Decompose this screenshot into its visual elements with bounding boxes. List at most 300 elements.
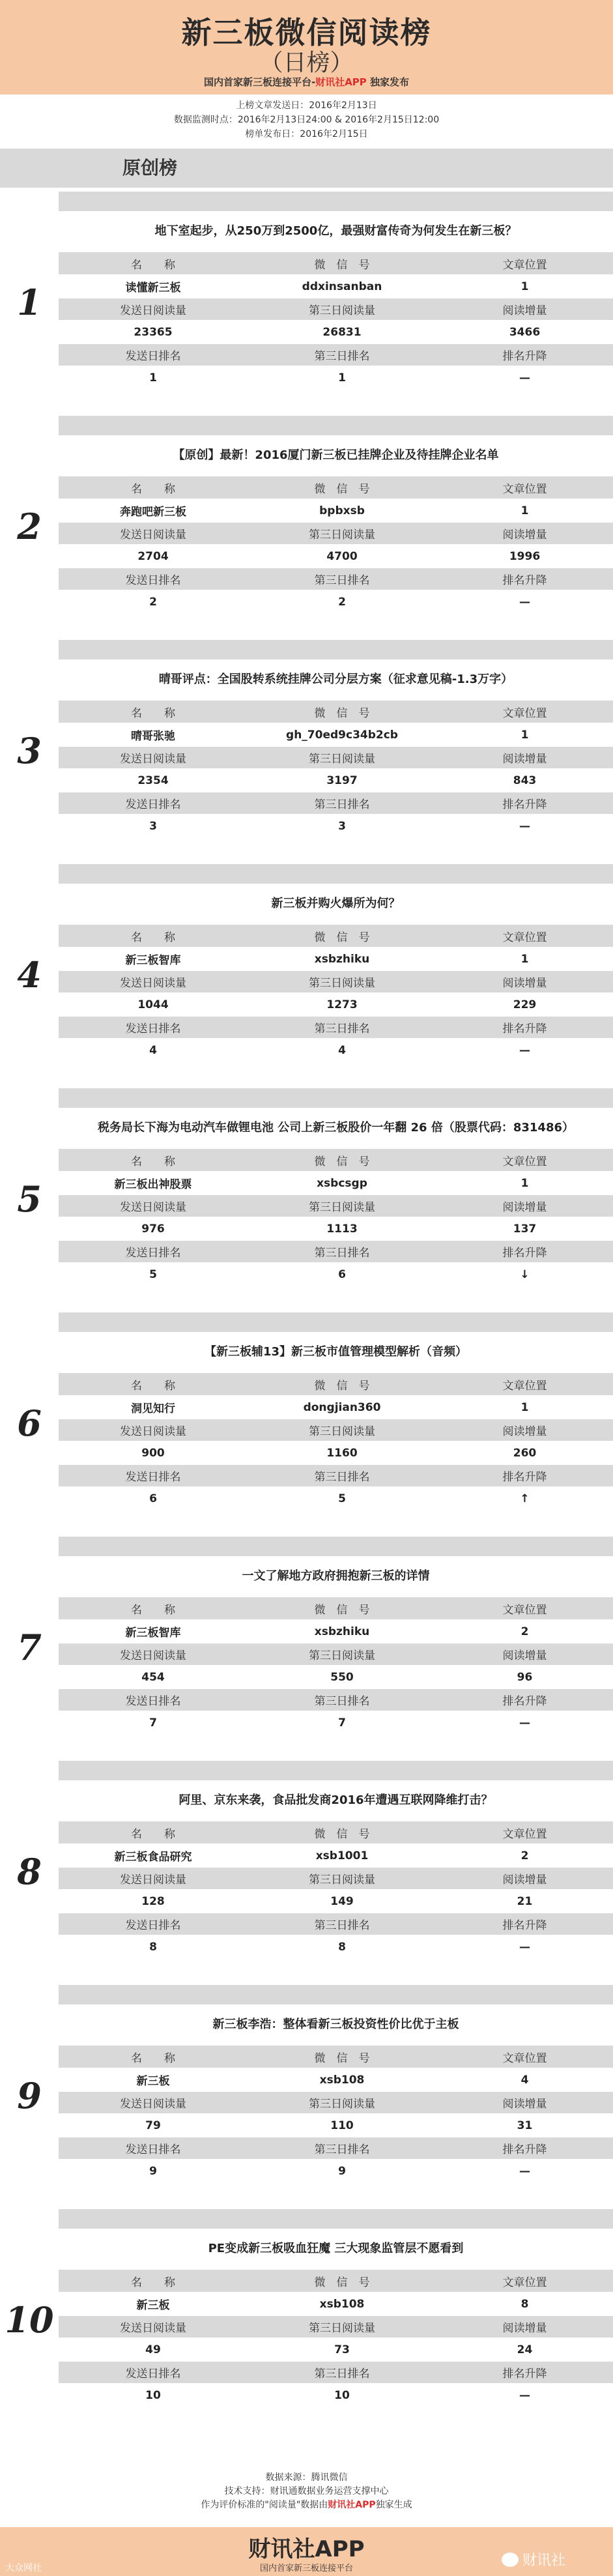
send-rank: 1 [59,366,248,389]
footer-info [0,2468,613,2527]
separator-chip [0,1985,59,2004]
watermark-right-text: 财讯社 [522,2553,566,2569]
read-growth-header: 阅读增量 [436,970,613,993]
send-date: 上榜文章发送日：2016年2月13日 [236,100,377,111]
separator-chip [0,640,59,659]
name-header: 名 称 [59,1149,248,1172]
wechat-id: xsb1001 [248,1844,436,1867]
third-rank-header: 第三日排名 [248,343,436,366]
position-header: 文章位置 [436,2270,613,2293]
send-rank-header: 发送日排名 [59,1016,248,1039]
account-name[interactable]: 洞见知行 [59,1396,248,1419]
wechat-id-header: 微 信 号 [248,1149,436,1172]
send-rank-header: 发送日排名 [59,1688,248,1711]
separator-chip [0,1537,59,1556]
table-row [59,1039,613,1062]
wechat-id-header: 微 信 号 [248,1373,436,1396]
rank-change-header: 排名升降 [436,568,613,590]
monitor-time: 数据监测时点：2016年2月13日24:00 & 2016年2月15日12:00 [173,115,440,125]
separator-chip [0,1761,59,1780]
send-rank: 4 [59,1039,248,1062]
name-header: 名 称 [59,925,248,948]
third-rank-header: 第三日排名 [248,1016,436,1039]
third-reads-header: 第三日阅读量 [248,1643,436,1666]
ranking-entry [0,2229,613,2433]
ranking-entry [0,2004,613,2209]
name-header: 名 称 [59,252,248,275]
third-reads: 3197 [248,769,436,792]
article-title[interactable]: 【新三板辅13】新三板市值管理模型解析（音频） [204,1345,468,1359]
rank-change-header: 排名升降 [436,1240,613,1263]
table-row [59,1867,613,1890]
table-row [59,1711,613,1734]
read-growth-header: 阅读增量 [436,1419,613,1441]
entry-separator [0,1761,613,1780]
send-reads-header: 发送日阅读量 [59,522,248,545]
article-position: 1 [436,1172,613,1194]
wechat-id-header: 微 信 号 [248,701,436,723]
table-row [59,2361,613,2384]
table-row [59,275,613,298]
rank-number: 10 [5,2299,54,2341]
table-row [59,1441,613,1464]
send-rank-header: 发送日排名 [59,568,248,590]
rank-change: — [436,2384,613,2407]
rank-number: 7 [17,1627,42,1668]
table-row [59,366,613,389]
table-row [59,2270,613,2293]
publish-date: 榜单发布日：2016年2月15日 [245,129,368,139]
article-position: 1 [436,723,613,746]
article-title[interactable]: PE变成新三板吸血狂魔 三大现象监管层不愿看到 [208,2242,464,2255]
footer-brand-sub: 国内首家新三板连接平台 [259,2564,353,2573]
third-rank: 5 [248,1487,436,1510]
third-rank: 3 [248,815,436,837]
send-reads-header: 发送日阅读量 [59,2315,248,2338]
table-row [59,1844,613,1867]
rank-number: 9 [17,2075,42,2117]
table-row [59,815,613,837]
entry-separator [0,1537,613,1556]
read-growth-header: 阅读增量 [436,2091,613,2114]
third-rank-header: 第三日排名 [248,1464,436,1487]
entry-separator [0,864,613,884]
table-row [59,2160,613,2182]
rank-change-header: 排名升降 [436,2361,613,2384]
entry-separator [0,2209,613,2229]
third-reads-header: 第三日阅读量 [248,746,436,769]
read-growth: 3466 [436,321,613,343]
table-row [59,792,613,815]
article-position: 1 [436,1396,613,1419]
table-row [59,1913,613,1935]
send-rank-header: 发送日排名 [59,2361,248,2384]
send-reads-header: 发送日阅读量 [59,2091,248,2114]
send-reads-header: 发送日阅读量 [59,1643,248,1666]
account-name[interactable]: 新三板食品研究 [59,1844,248,1867]
entry-separator [0,640,613,659]
third-rank-header: 第三日排名 [248,1240,436,1263]
read-growth-header: 阅读增量 [436,1194,613,1217]
send-rank: 5 [59,1263,248,1286]
entry-stats-table [59,2046,613,2183]
table-row [59,499,613,522]
rank-change: — [436,366,613,389]
rank-change-header: 排名升降 [436,1913,613,1935]
send-reads: 454 [59,1666,248,1688]
table-row [59,1597,613,1620]
third-reads-header: 第三日阅读量 [248,1194,436,1217]
wechat-id-header: 微 信 号 [248,2046,436,2068]
read-growth: 229 [436,993,613,1016]
rank-change-header: 排名升降 [436,792,613,815]
rank-change-header: 排名升降 [436,343,613,366]
third-reads: 1113 [248,1217,436,1240]
read-growth: 843 [436,769,613,792]
data-source: 数据来源：腾讯微信 [265,2472,348,2483]
table-row [59,298,613,321]
table-row [59,1194,613,1217]
third-reads: 550 [248,1666,436,1688]
article-title[interactable]: 新三板并购火爆所为何？ [271,897,401,910]
table-row [59,723,613,746]
table-row [59,1688,613,1711]
wechat-id-header: 微 信 号 [248,1821,436,1844]
rank-number: 8 [17,1851,42,1892]
rank-change: — [436,1935,613,1958]
account-name[interactable]: 读懂新三板 [59,275,248,298]
entry-stats-table [59,925,613,1062]
third-rank: 4 [248,1039,436,1062]
table-row [59,2384,613,2407]
wechat-id: bpbxsb [248,499,436,522]
name-header: 名 称 [59,701,248,723]
send-reads: 23365 [59,321,248,343]
table-row [59,1016,613,1039]
account-name[interactable]: 奔跑吧新三板 [59,499,248,522]
table-row [59,2091,613,2114]
table-row [59,2068,613,2091]
table-row [59,1373,613,1396]
third-reads-header: 第三日阅读量 [248,970,436,993]
send-reads-header: 发送日阅读量 [59,298,248,321]
read-growth: 137 [436,1217,613,1240]
position-header: 文章位置 [436,1821,613,1844]
third-reads: 149 [248,1890,436,1913]
third-rank-header: 第三日排名 [248,2137,436,2160]
table-row [59,1217,613,1240]
table-row [59,1240,613,1263]
send-reads: 900 [59,1441,248,1464]
third-rank-header: 第三日排名 [248,2361,436,2384]
third-reads-header: 第三日阅读量 [248,2315,436,2338]
article-title[interactable]: 一文了解地方政府拥抱新三板的详情 [242,1569,430,1583]
wechat-id: xsbzhiku [248,1620,436,1643]
rank-change-header: 排名升降 [436,1464,613,1487]
name-header: 名 称 [59,1373,248,1396]
article-title[interactable]: 阿里、京东来袭，食品批发商2016年遭遇互联网降维打击？ [178,1793,493,1807]
table-row [59,568,613,590]
table-row [59,476,613,499]
wechat-id-header: 微 信 号 [248,1597,436,1620]
third-reads: 1160 [248,1441,436,1464]
send-rank: 7 [59,1711,248,1734]
position-header: 文章位置 [436,476,613,499]
third-reads: 4700 [248,545,436,568]
send-reads-header: 发送日阅读量 [59,1194,248,1217]
third-rank: 7 [248,1711,436,1734]
article-title[interactable]: 地下室起步，从250万到2500亿，最强财富传奇为何发生在新三板？ [154,224,517,238]
third-rank: 8 [248,1935,436,1958]
send-rank-header: 发送日排名 [59,1913,248,1935]
name-header: 名 称 [59,2046,248,2068]
table-row [59,2137,613,2160]
table-row [59,522,613,545]
third-reads-header: 第三日阅读量 [248,1867,436,1890]
wechat-id-header: 微 信 号 [248,476,436,499]
ranking-entry [0,1108,613,1312]
table-row [59,1620,613,1643]
third-rank: 1 [248,366,436,389]
ranking-entry [0,1780,613,1985]
third-reads-header: 第三日阅读量 [248,1419,436,1441]
tagline-prefix: 国内首家新三板连接平台- [203,76,316,88]
position-header: 文章位置 [436,925,613,948]
wechat-id: gh_70ed9c34b2cb [248,723,436,746]
entry-separator [0,1985,613,2004]
entry-separator [0,416,613,435]
wechat-id: xsbcsgp [248,1172,436,1194]
table-row [59,1890,613,1913]
data-note [0,2498,613,2512]
wechat-id: xsb108 [248,2068,436,2091]
rank-change: — [436,815,613,837]
article-title[interactable]: 【原创】最新！2016厦门新三板已挂牌企业及待挂牌企业名单 [173,448,499,462]
third-rank: 2 [248,590,436,613]
table-row [59,2114,613,2137]
send-rank: 2 [59,590,248,613]
table-row [59,1821,613,1844]
third-rank: 10 [248,2384,436,2407]
rank-number: 3 [17,730,42,772]
account-name[interactable]: 新三板出神股票 [59,1172,248,1194]
table-row [59,252,613,275]
entry-stats-table [59,1597,613,1735]
send-rank-header: 发送日排名 [59,343,248,366]
account-name[interactable]: 新三板智库 [59,948,248,970]
rank-change-header: 排名升降 [436,2137,613,2160]
table-row [59,970,613,993]
table-row [59,948,613,970]
third-reads: 73 [248,2338,436,2361]
entry-separator [0,1088,613,1108]
read-growth: 24 [436,2338,613,2361]
read-growth-header: 阅读增量 [436,298,613,321]
ranking-entry [0,659,613,864]
send-rank-header: 发送日排名 [59,2137,248,2160]
wechat-id: xsbzhiku [248,948,436,970]
send-rank: 9 [59,2160,248,2182]
article-position: 8 [436,2293,613,2315]
third-rank: 6 [248,1263,436,1286]
rank-change: — [436,590,613,613]
wechat-id-header: 微 信 号 [248,925,436,948]
entry-stats-table [59,1149,613,1286]
rank-change: — [436,1711,613,1734]
send-rank-header: 发送日排名 [59,1240,248,1263]
send-reads: 976 [59,1217,248,1240]
article-title[interactable]: 晴哥评点：全国股转系统挂牌公司分层方案（征求意见稿-1.3万字） [158,673,513,686]
table-row [59,769,613,792]
send-rank: 10 [59,2384,248,2407]
article-title[interactable]: 税务局长下海为电动汽车做锂电池 公司上新三板股价一年翻 26 倍（股票代码：831486） [98,1121,574,1135]
date-info [0,94,613,147]
third-rank-header: 第三日排名 [248,792,436,815]
account-name[interactable]: 晴哥张驰 [59,723,248,746]
name-header: 名 称 [59,1821,248,1844]
watermark-left: 大众网社 [5,2563,42,2573]
section-label: 原创榜 [122,157,177,179]
page-header [0,0,613,94]
tagline-suffix: 独家发布 [366,76,410,88]
read-growth-header: 阅读增量 [436,1643,613,1666]
table-row [59,1396,613,1419]
table-row [59,1487,613,1510]
entry-stats-table [59,252,613,390]
wechat-icon [502,2553,519,2567]
rank-change-header: 排名升降 [436,1016,613,1039]
position-header: 文章位置 [436,1149,613,1172]
ranking-entry [0,1332,613,1537]
article-position: 1 [436,948,613,970]
separator-chip [0,1312,59,1332]
send-reads-header: 发送日阅读量 [59,970,248,993]
rank-number: 4 [17,954,42,996]
article-position: 2 [436,1620,613,1643]
article-position: 1 [436,499,613,522]
data-note-prefix: 作为评价标准的"阅读量"数据由 [201,2500,328,2510]
position-header: 文章位置 [436,1373,613,1396]
table-row [59,746,613,769]
data-note-app: 财讯社APP [328,2500,376,2510]
article-position: 4 [436,2068,613,2091]
data-note-suffix: 独家生成 [375,2500,412,2510]
ranking-entry [0,435,613,640]
send-rank-header: 发送日排名 [59,1464,248,1487]
tagline-app-name: 财讯社APP [315,76,367,88]
table-row [59,2046,613,2068]
position-header: 文章位置 [436,701,613,723]
read-growth-header: 阅读增量 [436,746,613,769]
rank-change-header: 排名升降 [436,1688,613,1711]
rank-change: — [436,1039,613,1062]
table-row [59,1149,613,1172]
wechat-id: dongjian360 [248,1396,436,1419]
third-reads-header: 第三日阅读量 [248,522,436,545]
send-rank: 3 [59,815,248,837]
entry-separator [0,192,613,211]
page-subtitle: （日榜） [259,50,354,76]
table-row [59,2338,613,2361]
rank-change: ↓ [436,1263,613,1286]
send-reads: 128 [59,1890,248,1913]
rank-number: 6 [17,1402,42,1444]
wechat-id-header: 微 信 号 [248,252,436,275]
name-header: 名 称 [59,2270,248,2293]
rank-number: 2 [17,506,42,547]
name-header: 名 称 [59,476,248,499]
send-reads: 1044 [59,993,248,1016]
ranking-entry [0,884,613,1088]
table-row [59,1419,613,1441]
separator-chip [0,1088,59,1108]
entry-stats-table [59,1821,613,1959]
wechat-id: ddxinsanban [248,275,436,298]
send-reads-header: 发送日阅读量 [59,1419,248,1441]
table-row [59,925,613,948]
third-reads-header: 第三日阅读量 [248,298,436,321]
article-title[interactable]: 新三板李浩：整体看新三板投资性价比优于主板 [212,2018,459,2031]
entry-stats-table [59,701,613,838]
table-row [59,590,613,613]
account-name[interactable]: 新三板智库 [59,1620,248,1643]
account-name[interactable]: 新三板 [59,2293,248,2315]
footer-brand: 财讯社APP [248,2536,365,2562]
account-name[interactable]: 新三板 [59,2068,248,2091]
separator-chip [0,416,59,435]
tech-support: 技术支持：财讯通数据业务运营支撑中心 [224,2486,389,2496]
send-rank: 8 [59,1935,248,1958]
table-row [59,1935,613,1958]
separator-chip [0,864,59,884]
table-row [59,1666,613,1688]
send-reads-header: 发送日阅读量 [59,1867,248,1890]
third-rank-header: 第三日排名 [248,568,436,590]
section-header [0,149,613,188]
separator-chip [0,2209,59,2229]
entry-stats-table [59,1373,613,1511]
ranking-entry [0,211,613,416]
send-reads: 79 [59,2114,248,2137]
read-growth: 96 [436,1666,613,1688]
table-row [59,321,613,343]
rank-change: ↑ [436,1487,613,1510]
read-growth: 260 [436,1441,613,1464]
entry-separator [0,1312,613,1332]
name-header: 名 称 [59,1597,248,1620]
send-rank-header: 发送日排名 [59,792,248,815]
rank-change: — [436,2160,613,2182]
send-rank: 6 [59,1487,248,1510]
third-reads: 26831 [248,321,436,343]
page-title: 新三板微信阅读榜 [181,15,432,50]
table-row [59,2315,613,2338]
watermark-right [502,2549,565,2569]
table-row [59,1263,613,1286]
third-rank: 9 [248,2160,436,2182]
entry-stats-table [59,2270,613,2407]
entry-stats-table [59,476,613,614]
table-row [59,1643,613,1666]
send-reads-header: 发送日阅读量 [59,746,248,769]
read-growth-header: 阅读增量 [436,522,613,545]
send-reads: 2354 [59,769,248,792]
rank-number: 5 [17,1178,42,1220]
third-rank-header: 第三日排名 [248,1913,436,1935]
table-row [59,993,613,1016]
third-reads: 1273 [248,993,436,1016]
wechat-id-header: 微 信 号 [248,2270,436,2293]
